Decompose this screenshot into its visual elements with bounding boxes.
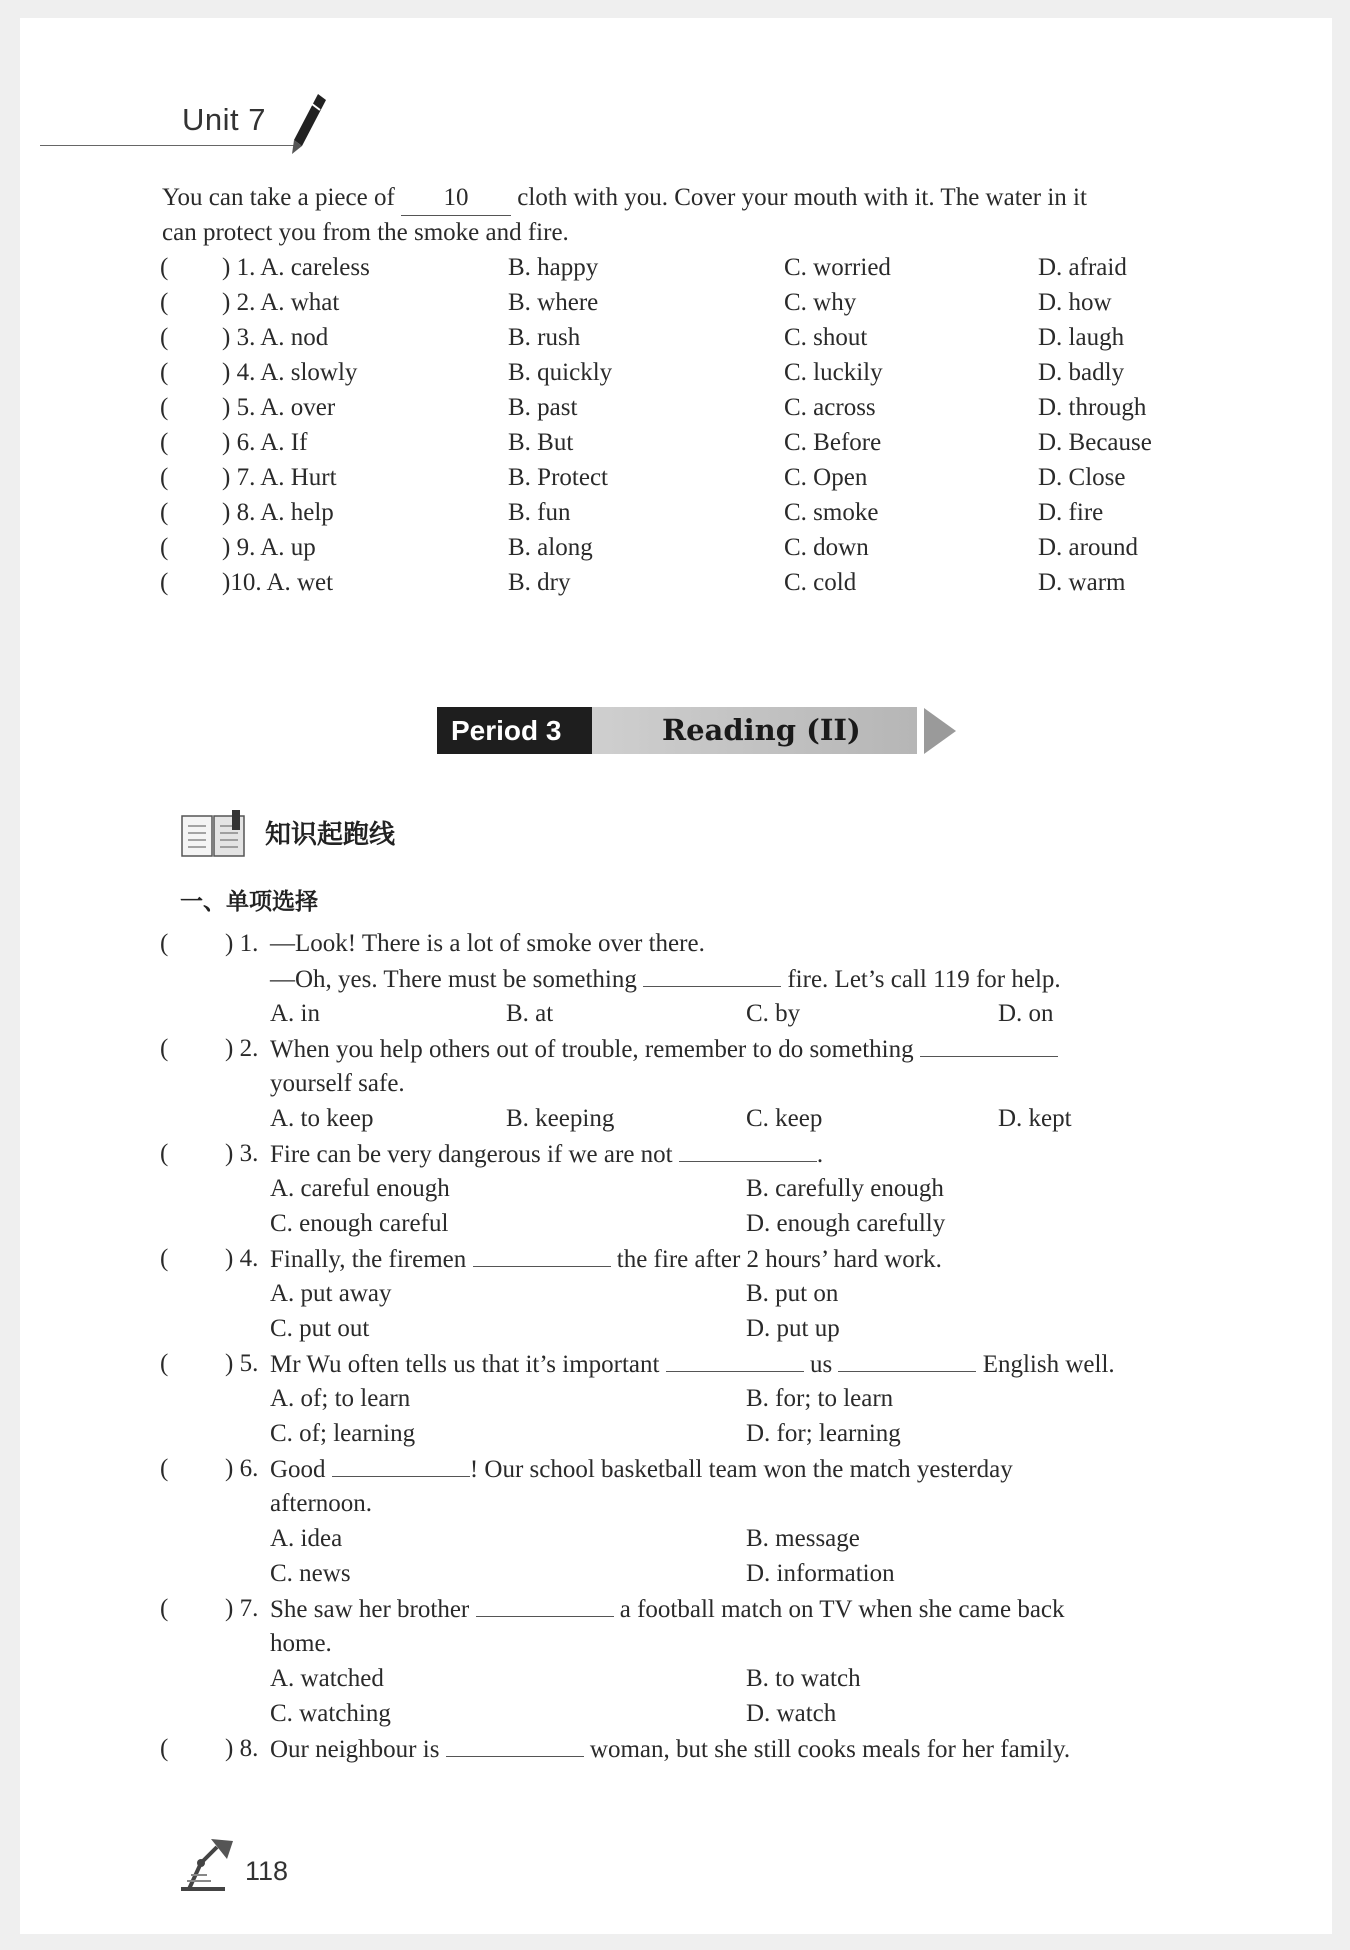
option-a: A. careful enough	[270, 1175, 450, 1202]
answer-blank	[476, 1591, 614, 1617]
cloze-option-c: C. down	[784, 534, 869, 561]
option-d: D. on	[998, 1000, 1054, 1027]
cloze-option-a: ) 3. A. nod	[222, 324, 329, 351]
cloze-option-b: B. where	[508, 289, 599, 316]
option-d: D. watch	[746, 1700, 837, 1727]
question-text: .	[816, 1141, 824, 1168]
question-6-line-2: afternoon.	[270, 1490, 373, 1517]
question-text: us	[809, 1351, 833, 1378]
workbook-page	[20, 18, 1332, 1934]
question-text: Our neighbour is	[270, 1736, 440, 1763]
cloze-option-d: D. fire	[1038, 499, 1104, 526]
cloze-option-d: D. badly	[1038, 359, 1125, 386]
answer-paren: (	[160, 1595, 169, 1622]
question-text: English well.	[982, 1351, 1115, 1378]
option-a: A. put away	[270, 1280, 392, 1307]
period-label: Period 3	[437, 707, 592, 754]
question-number: ) 6.	[225, 1455, 259, 1482]
period-title: Reading (II)	[592, 707, 917, 754]
pen-icon	[288, 92, 328, 156]
question-1-text: —Look! There is a lot of smoke over there.	[270, 930, 705, 957]
option-b: B. put on	[746, 1280, 839, 1307]
answer-paren: (	[160, 1035, 169, 1062]
cloze-option-a: ) 2. A. what	[222, 289, 340, 316]
cloze-option-b: B. along	[508, 534, 593, 561]
answer-blank	[643, 961, 781, 987]
cloze-option-c: C. luckily	[784, 359, 883, 386]
cloze-option-d: D. Because	[1038, 429, 1152, 456]
cloze-option-a: ) 4. A. slowly	[222, 359, 358, 386]
cloze-option-d: D. laugh	[1038, 324, 1125, 351]
option-d: D. enough carefully	[746, 1210, 946, 1237]
cloze-option-c: C. shout	[784, 324, 868, 351]
option-b: B. at	[506, 1000, 554, 1027]
option-a: A. of; to learn	[270, 1385, 411, 1412]
cloze-option-b: B. past	[508, 394, 578, 421]
cloze-option-b: B. Protect	[508, 464, 608, 491]
answer-blank	[666, 1346, 804, 1372]
answer-paren: (	[160, 394, 169, 421]
cloze-option-d: D. around	[1038, 534, 1138, 561]
option-a: A. to keep	[270, 1105, 374, 1132]
question-1-line-2	[270, 961, 1061, 997]
question-number: ) 2.	[225, 1035, 259, 1062]
option-d: D. kept	[998, 1105, 1072, 1132]
passage-text: You can take a piece of	[162, 184, 395, 211]
answer-paren: (	[160, 464, 169, 491]
question-3-line-1	[270, 1136, 823, 1172]
question-7-line-1	[270, 1591, 1065, 1627]
answer-blank	[332, 1451, 470, 1477]
cloze-option-a: ) 1. A. careless	[222, 254, 370, 281]
question-5-line-1	[270, 1346, 1115, 1382]
answer-paren: (	[160, 930, 169, 957]
answer-blank	[446, 1731, 584, 1757]
header-rule	[40, 145, 302, 146]
question-text: fire. Let’s call 119 for help.	[787, 966, 1061, 993]
question-number: ) 4.	[225, 1245, 259, 1272]
answer-paren: (	[160, 1140, 169, 1167]
passage-blank-10: 10	[401, 180, 511, 216]
cloze-option-a: )10. A. wet	[222, 569, 334, 596]
question-text: —Oh, yes. There must be something	[270, 966, 637, 993]
option-c: C. keep	[746, 1105, 823, 1132]
cloze-option-d: D. warm	[1038, 569, 1126, 596]
option-c: C. put out	[270, 1315, 370, 1342]
question-7-line-2: home.	[270, 1630, 332, 1657]
option-c: C. enough careful	[270, 1210, 449, 1237]
question-text: Fire can be very dangerous if we are not	[270, 1141, 673, 1168]
cloze-option-a: ) 7. A. Hurt	[222, 464, 337, 491]
question-6-line-1	[270, 1451, 1013, 1487]
option-d: D. for; learning	[746, 1420, 901, 1447]
cloze-option-b: B. rush	[508, 324, 581, 351]
cloze-option-c: C. cold	[784, 569, 857, 596]
cloze-option-b: B. quickly	[508, 359, 613, 386]
passage-line-1	[162, 180, 1087, 216]
exercise-heading: 一、单项选择	[180, 889, 318, 915]
cloze-option-d: D. afraid	[1038, 254, 1127, 281]
cloze-option-a: ) 5. A. over	[222, 394, 336, 421]
cloze-option-a: ) 8. A. help	[222, 499, 334, 526]
answer-paren: (	[160, 499, 169, 526]
question-8-line-1	[270, 1731, 1070, 1767]
option-d: D. information	[746, 1560, 895, 1587]
cloze-option-c: C. Before	[784, 429, 882, 456]
question-text: a football match on TV when she came back	[619, 1596, 1065, 1623]
answer-paren: (	[160, 1735, 169, 1762]
question-text: woman, but she still cooks meals for her family.	[589, 1736, 1071, 1763]
cloze-option-c: C. why	[784, 289, 857, 316]
cloze-option-c: C. smoke	[784, 499, 879, 526]
option-c: C. watching	[270, 1700, 391, 1727]
option-a: A. idea	[270, 1525, 343, 1552]
option-c: C. news	[270, 1560, 351, 1587]
answer-paren: (	[160, 1350, 169, 1377]
cloze-option-a: ) 9. A. up	[222, 534, 316, 561]
cloze-option-b: B. But	[508, 429, 574, 456]
page-number: 118	[245, 1856, 289, 1886]
option-d: D. put up	[746, 1315, 840, 1342]
answer-blank	[473, 1241, 611, 1267]
option-a: A. watched	[270, 1665, 384, 1692]
question-text: She saw her brother	[270, 1596, 470, 1623]
question-number: ) 7.	[225, 1595, 259, 1622]
cloze-option-d: D. through	[1038, 394, 1147, 421]
desk-lamp-icon	[177, 1833, 239, 1893]
question-text: the fire after 2 hours’ hard work.	[616, 1246, 942, 1273]
cloze-option-c: C. across	[784, 394, 876, 421]
arrow-right-icon	[924, 708, 956, 754]
cloze-option-d: D. how	[1038, 289, 1112, 316]
option-c: C. of; learning	[270, 1420, 416, 1447]
question-number: ) 5.	[225, 1350, 259, 1377]
cloze-option-b: B. dry	[508, 569, 571, 596]
option-b: B. for; to learn	[746, 1385, 894, 1412]
cloze-option-b: B. fun	[508, 499, 571, 526]
option-b: B. to watch	[746, 1665, 861, 1692]
cloze-option-c: C. worried	[784, 254, 891, 281]
answer-paren: (	[160, 359, 169, 386]
answer-paren: (	[160, 324, 169, 351]
answer-paren: (	[160, 1455, 169, 1482]
question-text: Good	[270, 1456, 326, 1483]
question-number: ) 1.	[225, 930, 259, 957]
answer-blank	[838, 1346, 976, 1372]
option-b: B. keeping	[506, 1105, 615, 1132]
unit-title: Unit 7	[182, 102, 266, 137]
cloze-option-a: ) 6. A. If	[222, 429, 308, 456]
answer-paren: (	[160, 289, 169, 316]
passage-line-2: can protect you from the smoke and fire.	[162, 219, 569, 246]
answer-blank	[920, 1031, 1058, 1057]
question-2-line-2: yourself safe.	[270, 1070, 405, 1097]
answer-paren: (	[160, 254, 169, 281]
answer-blank	[679, 1136, 817, 1162]
question-2-line-1	[270, 1031, 1058, 1067]
answer-paren: (	[160, 569, 169, 596]
cloze-option-d: D. Close	[1038, 464, 1126, 491]
option-a: A. in	[270, 1000, 320, 1027]
option-b: B. message	[746, 1525, 860, 1552]
option-b: B. carefully enough	[746, 1175, 944, 1202]
answer-paren: (	[160, 534, 169, 561]
section-title: 知识起跑线	[265, 820, 396, 850]
question-text: When you help others out of trouble, remember to do something	[270, 1036, 914, 1063]
question-text: Mr Wu often tells us that it’s important	[270, 1351, 660, 1378]
question-4-line-1	[270, 1241, 942, 1277]
option-c: C. by	[746, 1000, 801, 1027]
question-number: ) 3.	[225, 1140, 259, 1167]
book-icon	[180, 810, 248, 860]
answer-paren: (	[160, 1245, 169, 1272]
question-text: Finally, the firemen	[270, 1246, 467, 1273]
question-number: ) 8.	[225, 1735, 259, 1762]
cloze-option-c: C. Open	[784, 464, 868, 491]
answer-paren: (	[160, 429, 169, 456]
question-text: ! Our school basketball team won the match yesterday	[469, 1456, 1013, 1483]
cloze-option-b: B. happy	[508, 254, 599, 281]
passage-text: cloth with you. Cover your mouth with it. The water in it	[517, 184, 1087, 211]
